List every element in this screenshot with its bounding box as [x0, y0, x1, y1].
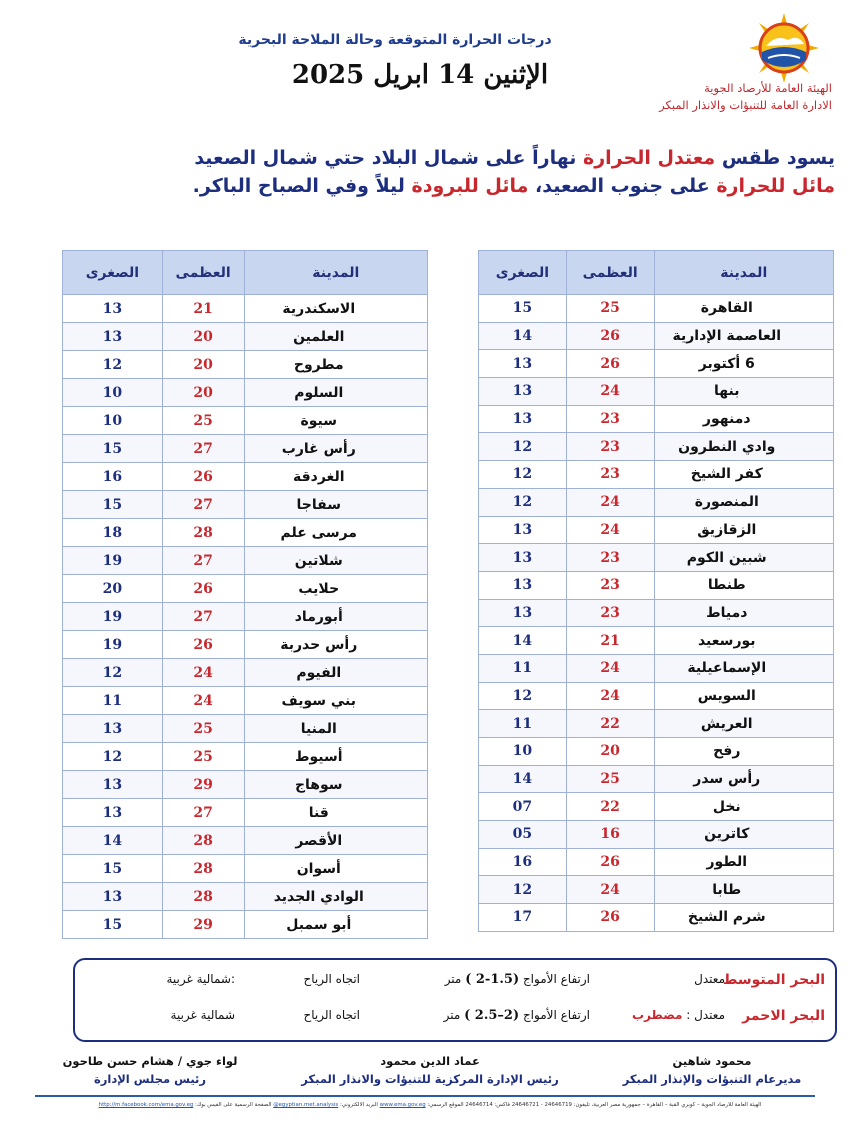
- min-temp-cell: 14: [479, 765, 567, 793]
- min-temp-cell: 13: [479, 350, 567, 378]
- min-temp-cell: 12: [479, 876, 567, 904]
- city-cell: حلايب: [244, 575, 427, 603]
- max-temp-cell: 27: [162, 799, 244, 827]
- footer-facebook-label: الصفحة الرسمية على الفيس بوك:: [195, 1102, 272, 1108]
- table-row: [479, 904, 834, 932]
- header-city: المدينة: [244, 251, 427, 295]
- max-temp-cell: 21: [566, 627, 654, 655]
- table-row: [479, 571, 834, 599]
- org-department: الادارة العامة للتنبؤات والانذار المبكر: [659, 98, 832, 112]
- org-name: الهيئة العامة للأرصاد الجوية: [704, 81, 832, 95]
- sea-name: البحر المتوسط: [722, 972, 825, 988]
- forecast-part: يسود طقس: [721, 147, 835, 169]
- max-temp-cell: 25: [162, 407, 244, 435]
- city-cell: 6 أكتوبر: [654, 350, 833, 378]
- max-temp-cell: 26: [566, 904, 654, 932]
- max-temp-cell: 29: [162, 911, 244, 939]
- table-row: [479, 322, 834, 350]
- max-temp-cell: 24: [162, 659, 244, 687]
- table-row: [479, 461, 834, 489]
- footer-website-link[interactable]: www.ema.gov.eg: [379, 1102, 426, 1108]
- max-temp-cell: 26: [162, 631, 244, 659]
- table-row: [63, 323, 428, 351]
- city-cell: نخل: [654, 793, 833, 821]
- max-temp-cell: 28: [162, 855, 244, 883]
- min-temp-cell: 13: [479, 544, 567, 572]
- city-cell: طنطا: [654, 571, 833, 599]
- city-cell: المنصورة: [654, 488, 833, 516]
- organization-block: [612, 80, 832, 114]
- table-row: [63, 771, 428, 799]
- forecast-part: نهاراً على شمال البلاد حتي شمال الصعيد: [194, 147, 577, 169]
- table-row: [63, 911, 428, 939]
- city-cell: سفاجا: [244, 491, 427, 519]
- sea-row-red-sea: [75, 1008, 835, 1030]
- wave-unit: متر: [444, 972, 462, 986]
- min-temp-cell: 14: [479, 627, 567, 655]
- table-row: [479, 488, 834, 516]
- max-temp-cell: 24: [162, 687, 244, 715]
- table-row: [63, 827, 428, 855]
- max-temp-cell: 24: [566, 682, 654, 710]
- signatory-name: لواء جوي / هشام حسن طاحون: [62, 1054, 238, 1068]
- min-temp-cell: 10: [63, 379, 163, 407]
- city-cell: رأس غارب: [244, 435, 427, 463]
- table-row: [63, 519, 428, 547]
- max-temp-cell: 24: [566, 378, 654, 406]
- city-cell: الغردقة: [244, 463, 427, 491]
- min-temp-cell: 13: [63, 715, 163, 743]
- city-cell: مطروح: [244, 351, 427, 379]
- wind-direction-value: شمالية غربية: [170, 1008, 235, 1022]
- max-temp-cell: 27: [162, 435, 244, 463]
- table-row: [479, 599, 834, 627]
- signatory-name: محمود شاهين: [672, 1054, 752, 1068]
- wave-label: ارتفاع الأمواج: [522, 972, 590, 986]
- city-cell: كفر الشيخ: [654, 461, 833, 489]
- table-row: [63, 883, 428, 911]
- city-cell: دمنهور: [654, 405, 833, 433]
- max-temp-cell: 24: [566, 876, 654, 904]
- signatory-title: مديرعام التنبؤات والإنذار المبكر: [622, 1072, 802, 1086]
- max-temp-cell: 26: [566, 350, 654, 378]
- city-cell: العلمين: [244, 323, 427, 351]
- city-cell: الوادي الجديد: [244, 883, 427, 911]
- wave-label: ارتفاع الأمواج: [522, 1008, 590, 1022]
- city-cell: العاصمة الإدارية: [654, 322, 833, 350]
- min-temp-cell: 12: [479, 488, 567, 516]
- forecast-summary: [95, 144, 835, 200]
- max-temp-cell: 23: [566, 599, 654, 627]
- wave-value: (1.5-2 ): [465, 972, 520, 987]
- forecast-highlight: مائل للحرارة: [716, 175, 835, 197]
- min-temp-cell: 19: [63, 631, 163, 659]
- forecast-part: على جنوب الصعيد،: [535, 175, 710, 197]
- footer-email-link[interactable]: egyptian.met.analysis@: [273, 1102, 339, 1108]
- sea-state-value: معتدل :: [686, 1008, 725, 1022]
- temperature-table-right: [478, 250, 834, 932]
- city-cell: أبورماد: [244, 603, 427, 631]
- header-max: العظمى: [162, 251, 244, 295]
- min-temp-cell: 10: [63, 407, 163, 435]
- city-cell: أسوان: [244, 855, 427, 883]
- wave-value: (2–2.5 ): [464, 1008, 520, 1023]
- city-cell: بني سويف: [244, 687, 427, 715]
- city-cell: الزقازيق: [654, 516, 833, 544]
- max-temp-cell: 23: [566, 405, 654, 433]
- min-temp-cell: 12: [479, 433, 567, 461]
- table-row: [479, 710, 834, 738]
- min-temp-cell: 12: [63, 743, 163, 771]
- table-row: [479, 295, 834, 323]
- city-cell: شرم الشيخ: [654, 904, 833, 932]
- table-row: [479, 682, 834, 710]
- table-row: [479, 516, 834, 544]
- min-temp-cell: 17: [479, 904, 567, 932]
- max-temp-cell: 26: [566, 322, 654, 350]
- table-row: [63, 547, 428, 575]
- min-temp-cell: 15: [479, 295, 567, 323]
- max-temp-cell: 16: [566, 821, 654, 849]
- min-temp-cell: 13: [63, 799, 163, 827]
- city-cell: الأقصر: [244, 827, 427, 855]
- footer-facebook-link[interactable]: http://m.facebook.com/ema.gov.eg: [98, 1102, 194, 1108]
- city-cell: بنها: [654, 378, 833, 406]
- min-temp-cell: 14: [479, 322, 567, 350]
- wind-direction-value: :شمالية غربية: [166, 972, 235, 986]
- footer-contact: [40, 1102, 820, 1108]
- max-temp-cell: 24: [566, 488, 654, 516]
- table-row: [63, 687, 428, 715]
- min-temp-cell: 13: [479, 405, 567, 433]
- max-temp-cell: 26: [566, 848, 654, 876]
- forecast-part: ليلاً وفي الصباح الباكر.: [192, 175, 405, 197]
- min-temp-cell: 16: [63, 463, 163, 491]
- ema-logo: [748, 12, 820, 84]
- city-cell: رأس سدر: [654, 765, 833, 793]
- max-temp-cell: 20: [162, 379, 244, 407]
- city-cell: أسيوط: [244, 743, 427, 771]
- city-cell: دمياط: [654, 599, 833, 627]
- table-row: [479, 848, 834, 876]
- signatory-name: عماد الدين محمود: [380, 1054, 480, 1068]
- footer-email-label: البريد الالكتروني:: [339, 1102, 378, 1108]
- bulletin-title: درجات الحرارة المتوقعة وحالة الملاحة البحرية: [238, 32, 552, 48]
- table-row: [63, 659, 428, 687]
- table-row: [63, 351, 428, 379]
- table-row: [63, 575, 428, 603]
- min-temp-cell: 13: [479, 571, 567, 599]
- min-temp-cell: 11: [63, 687, 163, 715]
- max-temp-cell: 23: [566, 544, 654, 572]
- table-row: [479, 876, 834, 904]
- wave-unit: متر: [443, 1008, 461, 1022]
- max-temp-cell: 28: [162, 519, 244, 547]
- max-temp-cell: 20: [566, 738, 654, 766]
- max-temp-cell: 20: [162, 351, 244, 379]
- table-row: [63, 491, 428, 519]
- city-cell: وادي النطرون: [654, 433, 833, 461]
- city-cell: شلاتين: [244, 547, 427, 575]
- city-cell: القاهرة: [654, 295, 833, 323]
- min-temp-cell: 15: [63, 491, 163, 519]
- header-max: العظمى: [566, 251, 654, 295]
- max-temp-cell: 22: [566, 793, 654, 821]
- signatory-title: رئيس مجلس الإدارة: [93, 1072, 206, 1086]
- table-row: [63, 715, 428, 743]
- city-cell: طابا: [654, 876, 833, 904]
- max-temp-cell: 25: [566, 295, 654, 323]
- max-temp-cell: 26: [162, 463, 244, 491]
- min-temp-cell: 15: [63, 855, 163, 883]
- min-temp-cell: 13: [479, 599, 567, 627]
- max-temp-cell: 25: [162, 743, 244, 771]
- signature-forecast-director: [612, 1052, 812, 1088]
- sea-row-mediterranean: [75, 972, 835, 994]
- city-cell: سيوة: [244, 407, 427, 435]
- table-row: [479, 765, 834, 793]
- max-temp-cell: 22: [566, 710, 654, 738]
- table-row: [479, 378, 834, 406]
- min-temp-cell: 13: [63, 771, 163, 799]
- table-row: [479, 654, 834, 682]
- min-temp-cell: 13: [63, 883, 163, 911]
- signatory-title: رئيس الإدارة المركزية للتنبؤات والانذار المبكر: [301, 1072, 559, 1086]
- city-cell: سوهاج: [244, 771, 427, 799]
- max-temp-cell: 20: [162, 323, 244, 351]
- max-temp-cell: 21: [162, 295, 244, 323]
- bulletin-date: الإثنين 14 ابريل 2025: [291, 60, 549, 90]
- min-temp-cell: 10: [479, 738, 567, 766]
- table-row: [479, 433, 834, 461]
- city-cell: مرسى علم: [244, 519, 427, 547]
- sea-state: [632, 1008, 725, 1022]
- sea-state-alt: مضطرب: [631, 1008, 683, 1022]
- city-cell: الفيوم: [244, 659, 427, 687]
- min-temp-cell: 13: [63, 295, 163, 323]
- max-temp-cell: 24: [566, 654, 654, 682]
- min-temp-cell: 07: [479, 793, 567, 821]
- table-row: [63, 743, 428, 771]
- city-cell: شبين الكوم: [654, 544, 833, 572]
- max-temp-cell: 27: [162, 491, 244, 519]
- wind-direction-label: اتجاه الرياح: [303, 1008, 360, 1022]
- min-temp-cell: 16: [479, 848, 567, 876]
- min-temp-cell: 14: [63, 827, 163, 855]
- sea-state: [694, 972, 725, 986]
- max-temp-cell: 28: [162, 883, 244, 911]
- min-temp-cell: 12: [479, 682, 567, 710]
- city-cell: كاترين: [654, 821, 833, 849]
- min-temp-cell: 15: [63, 435, 163, 463]
- max-temp-cell: 23: [566, 433, 654, 461]
- table-row: [63, 855, 428, 883]
- city-cell: الطور: [654, 848, 833, 876]
- city-cell: رأس حدربة: [244, 631, 427, 659]
- city-cell: العريش: [654, 710, 833, 738]
- header-min: الصغرى: [479, 251, 567, 295]
- table-row: [63, 463, 428, 491]
- min-temp-cell: 13: [479, 516, 567, 544]
- city-cell: السويس: [654, 682, 833, 710]
- table-row: [479, 793, 834, 821]
- max-temp-cell: 27: [162, 547, 244, 575]
- max-temp-cell: 29: [162, 771, 244, 799]
- min-temp-cell: 19: [63, 603, 163, 631]
- table-row: [63, 799, 428, 827]
- header-min: الصغرى: [63, 251, 163, 295]
- wave-height: [445, 972, 590, 987]
- table-row: [479, 405, 834, 433]
- table-row: [63, 631, 428, 659]
- table-row: [63, 379, 428, 407]
- city-cell: بورسعيد: [654, 627, 833, 655]
- table-row: [479, 821, 834, 849]
- city-cell: المنيا: [244, 715, 427, 743]
- forecast-highlight: مائل للبرودة: [411, 175, 529, 197]
- min-temp-cell: 19: [63, 547, 163, 575]
- max-temp-cell: 24: [566, 516, 654, 544]
- min-temp-cell: 11: [479, 710, 567, 738]
- table-row: [63, 295, 428, 323]
- min-temp-cell: 18: [63, 519, 163, 547]
- max-temp-cell: 26: [162, 575, 244, 603]
- footer-address: الهيئة العامة للأرصاد الجوية – كوبري القبة – القاهرة – جمهورية مصر العربية، تليفون: 24646719 - 24646721 فاكس: 24646714 الموقع الرسمي:: [427, 1102, 762, 1108]
- city-cell: السلوم: [244, 379, 427, 407]
- city-cell: رفح: [654, 738, 833, 766]
- wave-height: [444, 1008, 590, 1023]
- footer-divider: [35, 1095, 815, 1097]
- min-temp-cell: 12: [479, 461, 567, 489]
- header-city: المدينة: [654, 251, 833, 295]
- min-temp-cell: 05: [479, 821, 567, 849]
- table-row: [63, 603, 428, 631]
- max-temp-cell: 27: [162, 603, 244, 631]
- max-temp-cell: 23: [566, 571, 654, 599]
- table-row: [63, 407, 428, 435]
- forecast-highlight: معتدل الحرارة: [583, 147, 716, 169]
- table-row: [479, 544, 834, 572]
- min-temp-cell: 12: [63, 659, 163, 687]
- city-cell: قنا: [244, 799, 427, 827]
- city-cell: أبو سمبل: [244, 911, 427, 939]
- sea-conditions-box: [73, 958, 837, 1042]
- max-temp-cell: 25: [566, 765, 654, 793]
- max-temp-cell: 25: [162, 715, 244, 743]
- sea-name: البحر الاحمر: [742, 1008, 825, 1024]
- max-temp-cell: 23: [566, 461, 654, 489]
- city-cell: الاسكندرية: [244, 295, 427, 323]
- signature-central-admin-head: [300, 1052, 560, 1088]
- table-row: [63, 435, 428, 463]
- city-cell: الإسماعيلية: [654, 654, 833, 682]
- min-temp-cell: 20: [63, 575, 163, 603]
- min-temp-cell: 11: [479, 654, 567, 682]
- signature-board-chairman: [40, 1052, 260, 1088]
- sea-state-value: معتدل: [694, 972, 725, 986]
- min-temp-cell: 12: [63, 351, 163, 379]
- min-temp-cell: 13: [63, 323, 163, 351]
- table-row: [479, 627, 834, 655]
- max-temp-cell: 28: [162, 827, 244, 855]
- wind-direction-label: اتجاه الرياح: [303, 972, 360, 986]
- table-row: [479, 738, 834, 766]
- min-temp-cell: 13: [479, 378, 567, 406]
- table-row: [479, 350, 834, 378]
- temperature-table-left: [62, 250, 428, 939]
- min-temp-cell: 15: [63, 911, 163, 939]
